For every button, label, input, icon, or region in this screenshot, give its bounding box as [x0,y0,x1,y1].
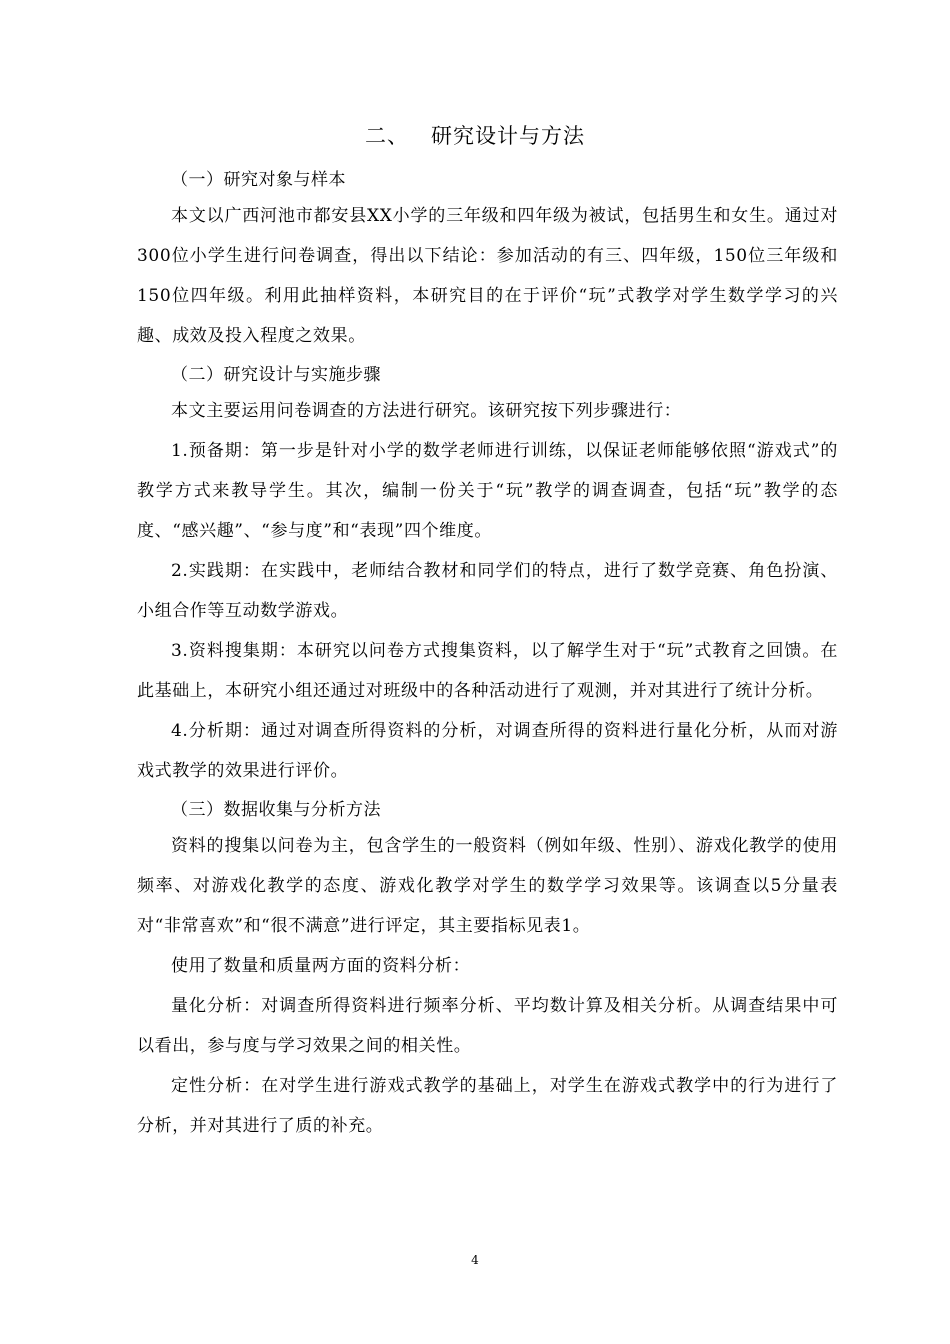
paragraph: 资料的搜集以问卷为主，包含学生的一般资料（例如年级、性别）、游戏化教学的使用频率、对游戏化教学的态度、游戏化教学对学生的数学学习效果等。该调查以5分量表对“非常喜欢”和“很不满意”进行评定，其主要指标见表1。 [137,836,838,936]
paragraph: 量化分析：对调查所得资料进行频率分析、平均数计算及相关分析。从调查结果中可以看出，参与度与学习效果之间的相关性。 [137,996,838,1056]
paragraph: 本文主要运用问卷调查的方法进行研究。该研究按下列步骤进行： [171,401,682,421]
chapter-title-text: 研究设计与方法 [431,124,585,148]
paragraph: 使用了数量和质量两方面的资料分析： [171,956,471,976]
paragraph: 定性分析：在对学生进行游戏式教学的基础上，对学生在游戏式教学中的行为进行了分析，并对其进行了质的补充。 [137,1076,838,1136]
page-number: 4 [471,1253,479,1267]
section-heading-2: （二）研究设计与实施步骤 [171,365,381,385]
chapter-title [0,120,950,152]
paragraph: 2.实践期：在实践中，老师结合教材和同学们的特点，进行了数学竞赛、角色扮演、小组合作等互动数学游戏。 [137,561,838,621]
paragraph: 4.分析期：通过对调查所得资料的分析，对调查所得的资料进行量化分析，从而对游戏式教学的效果进行评价。 [137,721,838,781]
paragraph: 3.资料搜集期：本研究以问卷方式搜集资料，以了解学生对于“玩”式教育之回馈。在此基础上，本研究小组还通过对班级中的各种活动进行了观测，并对其进行了统计分析。 [137,641,838,701]
body-content [137,163,838,1146]
section-heading-3: （三）数据收集与分析方法 [171,800,381,820]
paragraph: 1.预备期：第一步是针对小学的数学老师进行训练，以保证老师能够依照“游戏式”的教学方式来教导学生。其次，编制一份关于“玩”教学的调查调查，包括“玩”教学的态度、“感兴趣”、“参与度”和“表现”四个维度。 [137,441,838,541]
chapter-number: 二、 [365,124,409,148]
section-heading-1: （一）研究对象与样本 [171,170,346,190]
paragraph: 本文以广西河池市都安县XX小学的三年级和四年级为被试，包括男生和女生。通过对300位小学生进行问卷调查，得出以下结论：参加活动的有三、四年级，150位三年级和150位四年级。利用此抽样资料，本研究目的在于评价“玩”式教学对学生数学学习的兴趣、成效及投入程度之效果。 [137,206,838,346]
